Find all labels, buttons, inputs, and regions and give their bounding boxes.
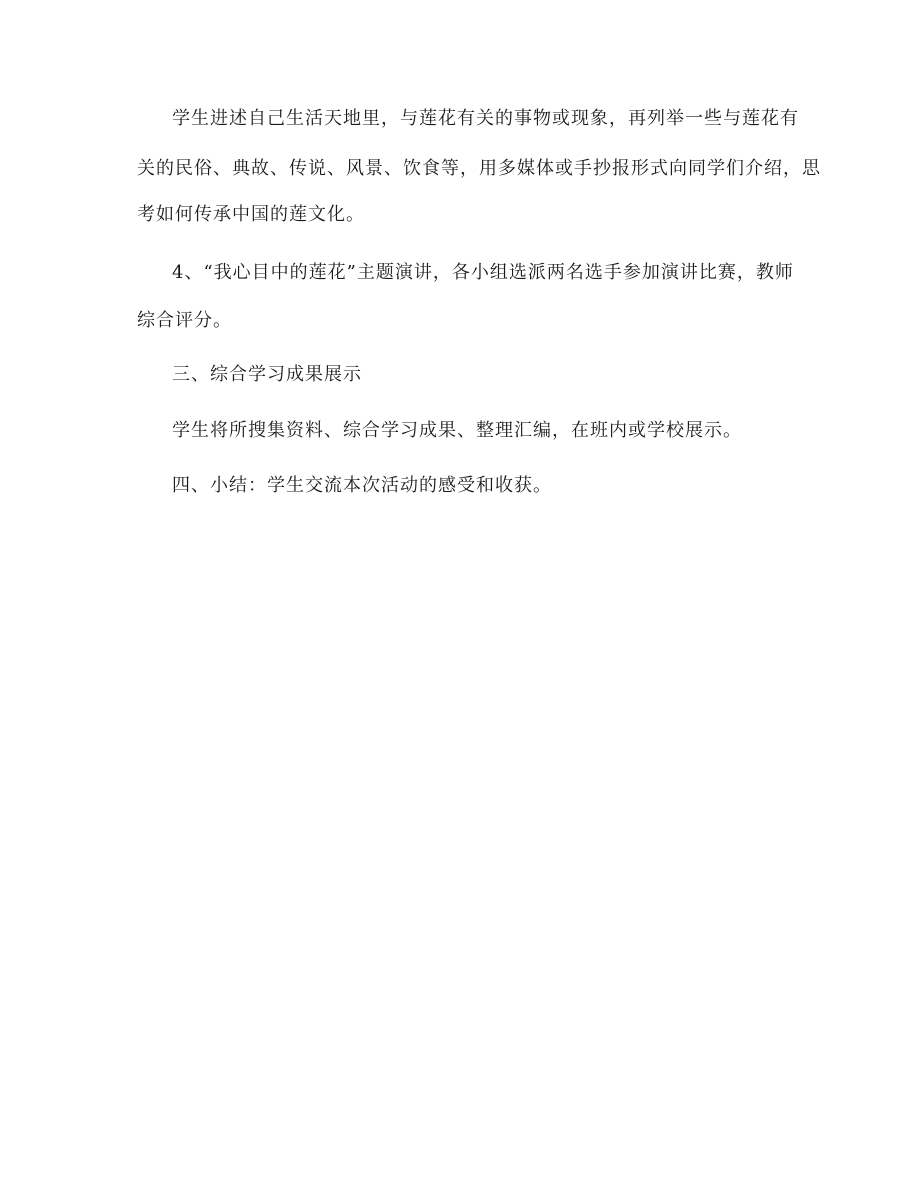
section-heading-line: 三、综合学习成果展示	[172, 364, 362, 385]
paragraph-line: 综合评分。	[137, 310, 232, 331]
section-heading-line: 四、小结：学生交流本次活动的感受和收获。	[172, 475, 552, 496]
paragraph-line: 4、“我心目中的莲花”主题演讲，各小组选派两名选手参加演讲比赛，教师	[172, 262, 794, 283]
paragraph-line: 学生进述自己生活天地里，与莲花有关的事物或现象，再列举一些与莲花有	[172, 108, 799, 129]
paragraph-line: 关的民俗、典故、传说、风景、饮食等，用多媒体或手抄报形式向同学们介绍，思	[137, 158, 821, 179]
paragraph-line: 学生将所搜集资料、综合学习成果、整理汇编，在班内或学校展示。	[172, 420, 742, 441]
paragraph-line: 考如何传承中国的莲文化。	[137, 204, 365, 225]
